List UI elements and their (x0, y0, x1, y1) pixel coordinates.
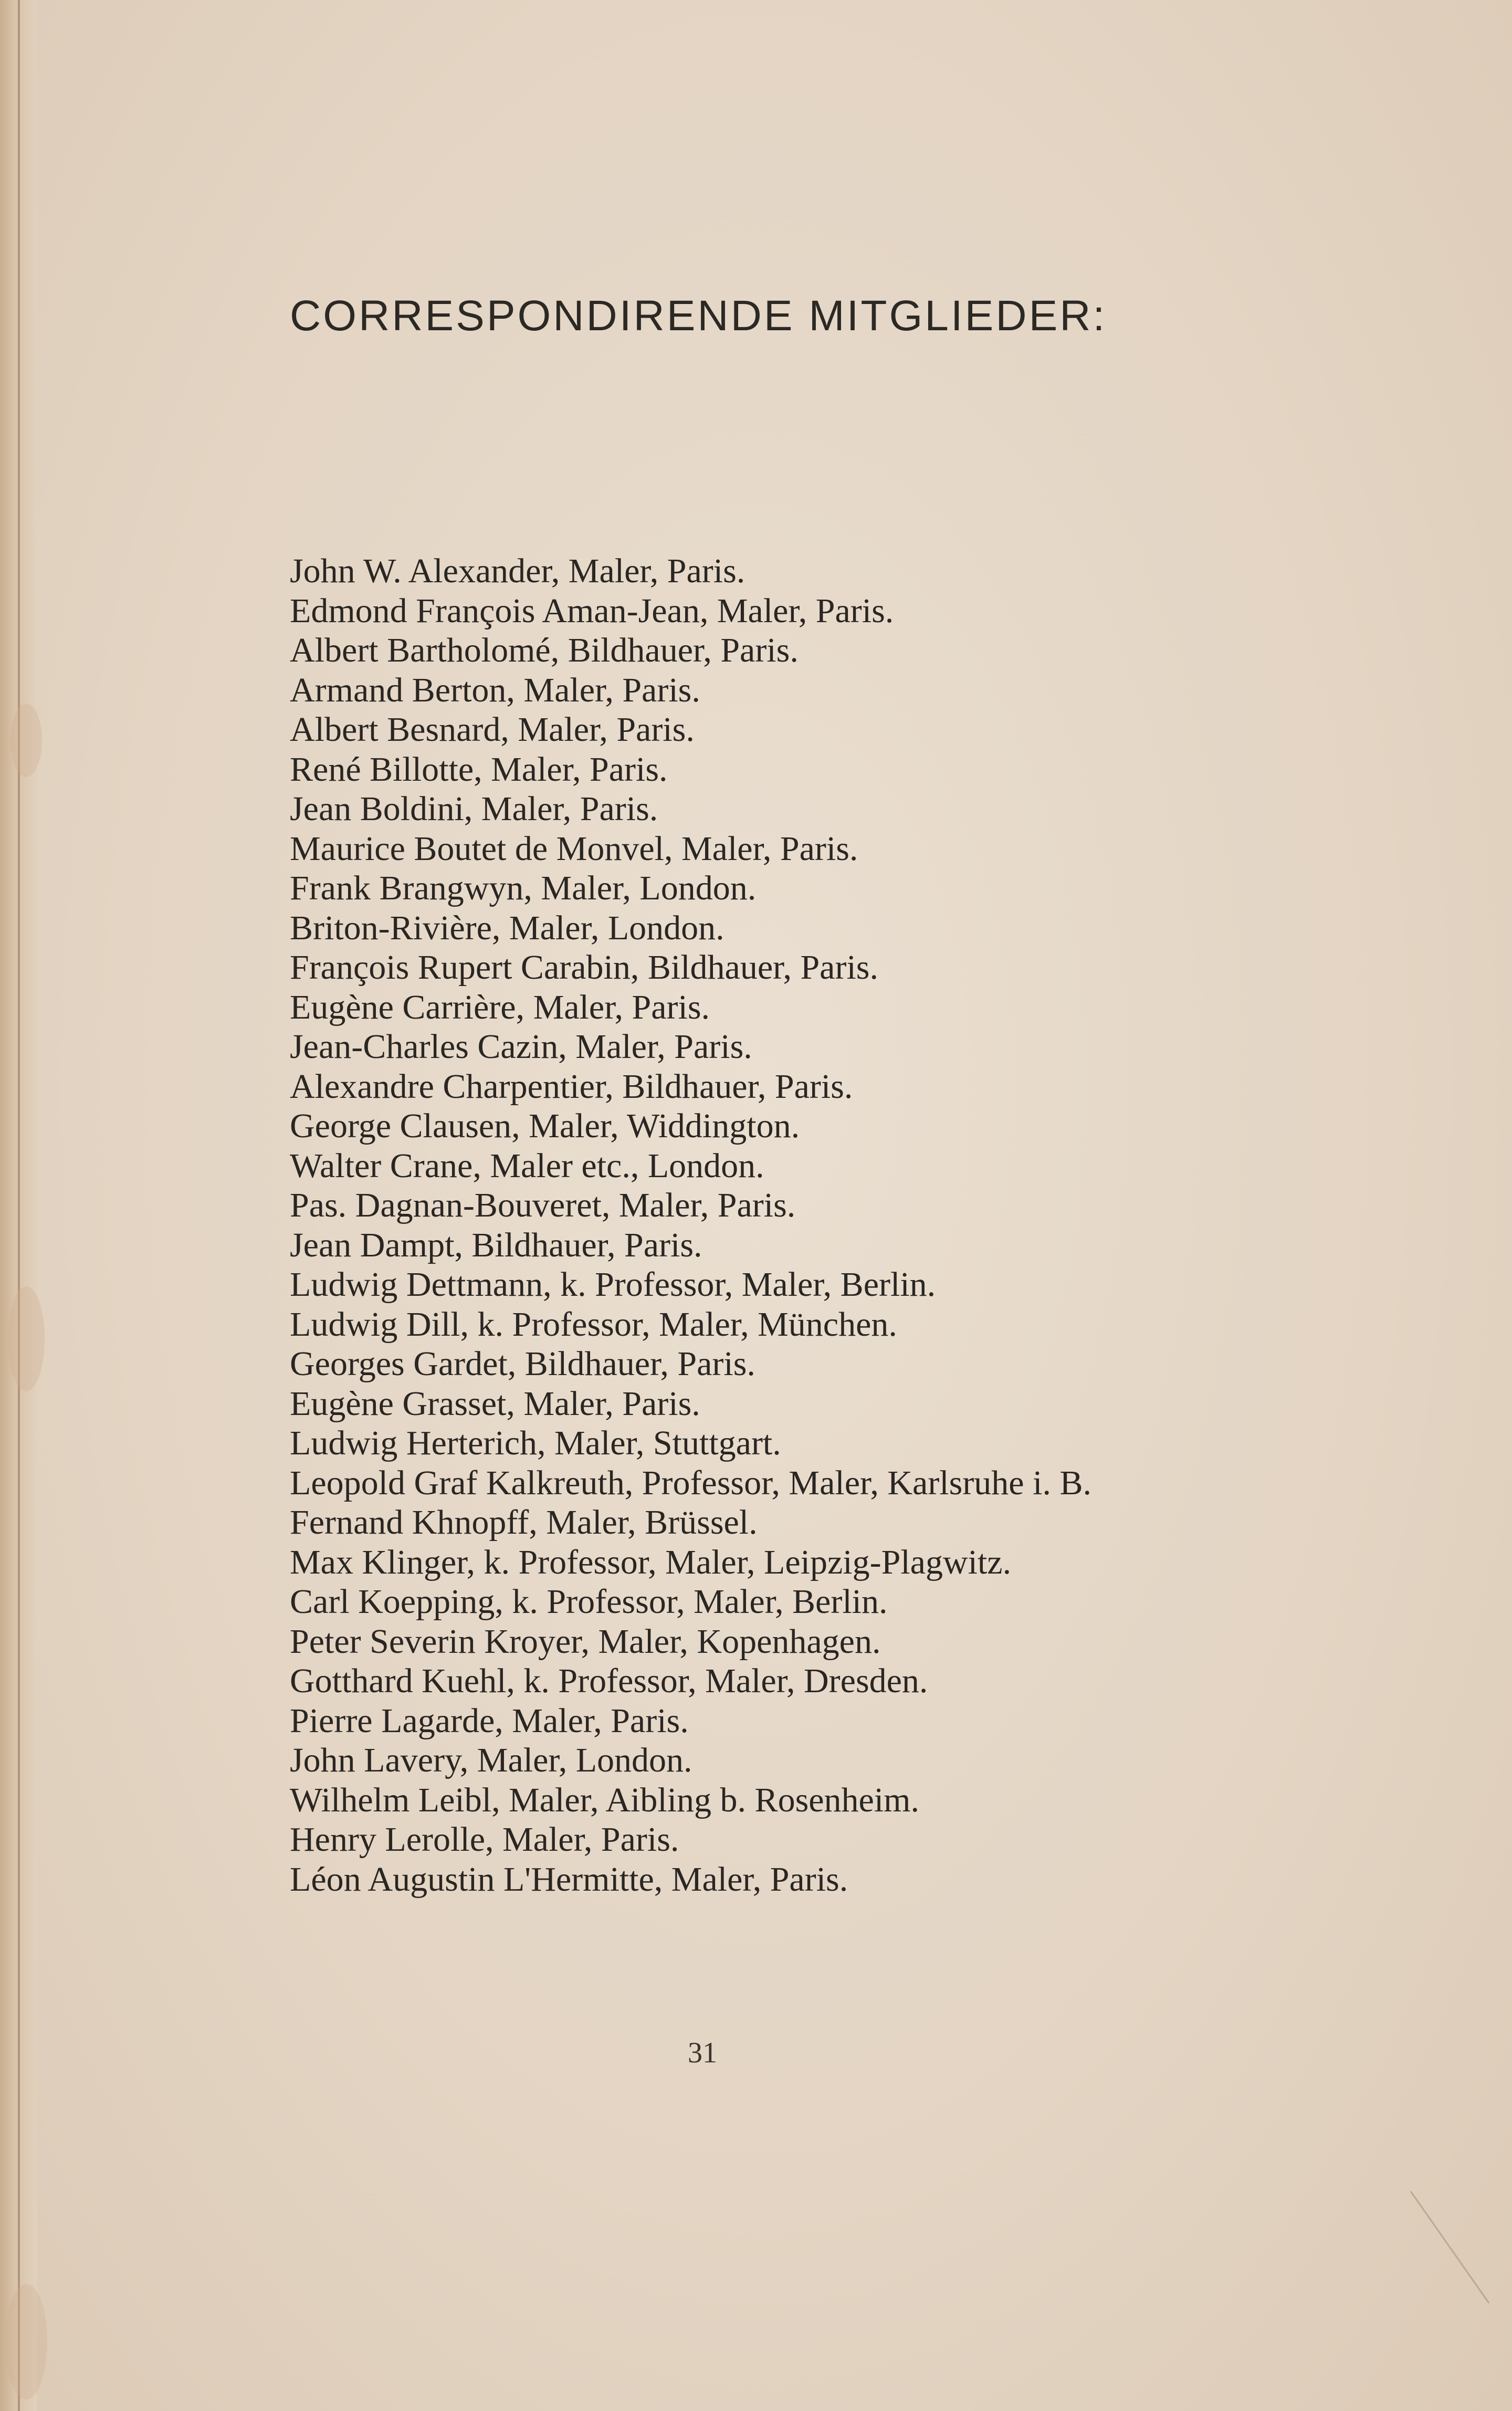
member-entry: Carl Koepping, k. Professor, Maler, Berlin. (290, 1582, 888, 1621)
paper-scratch (1410, 2191, 1490, 2304)
page-heading: CORRESPONDIRENDE MITGLIEDER: (290, 291, 1107, 340)
member-entry: François Rupert Carabin, Bildhauer, Paris. (290, 948, 878, 987)
member-entry: Max Klinger, k. Professor, Maler, Leipzig-Plagwitz. (290, 1543, 1012, 1581)
member-entry: Eugène Grasset, Maler, Paris. (290, 1384, 700, 1423)
page-number: 31 (688, 2037, 717, 2069)
member-entry: Alexandre Charpentier, Bildhauer, Paris. (290, 1067, 853, 1106)
binding-line (18, 0, 20, 2411)
paper-stain (10, 704, 42, 777)
paper-stain (5, 2284, 47, 2399)
member-entry: John W. Alexander, Maler, Paris. (290, 552, 746, 590)
member-entry: Wilhelm Leibl, Maler, Aibling b. Rosenheim. (290, 1780, 920, 1819)
member-entry: Henry Lerolle, Maler, Paris. (290, 1820, 679, 1859)
member-entry: Albert Bartholomé, Bildhauer, Paris. (290, 631, 799, 669)
member-entry: Ludwig Dill, k. Professor, Maler, München. (290, 1305, 897, 1344)
member-entry: Jean Dampt, Bildhauer, Paris. (290, 1225, 702, 1264)
member-entry: Pierre Lagarde, Maler, Paris. (290, 1701, 689, 1740)
member-list (290, 551, 1140, 1899)
member-entry: Frank Brangwyn, Maler, London. (290, 869, 757, 907)
member-entry: Georges Gardet, Bildhauer, Paris. (290, 1345, 755, 1383)
member-entry: Jean Boldini, Maler, Paris. (290, 790, 658, 828)
member-entry: Léon Augustin L'Hermitte, Maler, Paris. (290, 1860, 848, 1899)
member-entry: Eugène Carrière, Maler, Paris. (290, 988, 710, 1026)
member-entry: Jean-Charles Cazin, Maler, Paris. (290, 1028, 752, 1066)
member-entry: Leopold Graf Kalkreuth, Professor, Maler, Karlsruhe i. B. (290, 1463, 1091, 1502)
member-entry: John Lavery, Maler, London. (290, 1741, 692, 1779)
member-entry: Edmond François Aman-Jean, Maler, Paris. (290, 591, 894, 630)
member-entry: Fernand Khnopff, Maler, Brüssel. (290, 1503, 758, 1542)
member-entry: Gotthard Kuehl, k. Professor, Maler, Dresden. (290, 1662, 928, 1700)
member-entry: George Clausen, Maler, Widdington. (290, 1107, 800, 1145)
member-entry: Albert Besnard, Maler, Paris. (290, 710, 695, 749)
member-entry: Briton-Rivière, Maler, London. (290, 908, 724, 947)
member-entry: Armand Berton, Maler, Paris. (290, 670, 700, 709)
member-entry: René Billotte, Maler, Paris. (290, 750, 668, 789)
member-entry: Pas. Dagnan-Bouveret, Maler, Paris. (290, 1186, 796, 1224)
member-entry: Peter Severin Kroyer, Maler, Kopenhagen. (290, 1622, 881, 1661)
member-entry: Walter Crane, Maler etc., London. (290, 1146, 764, 1185)
member-entry: Ludwig Herterich, Maler, Stuttgart. (290, 1424, 781, 1462)
paper-stain (8, 1286, 45, 1391)
member-entry: Maurice Boutet de Monvel, Maler, Paris. (290, 829, 858, 868)
member-entry: Ludwig Dettmann, k. Professor, Maler, Berlin. (290, 1265, 936, 1304)
